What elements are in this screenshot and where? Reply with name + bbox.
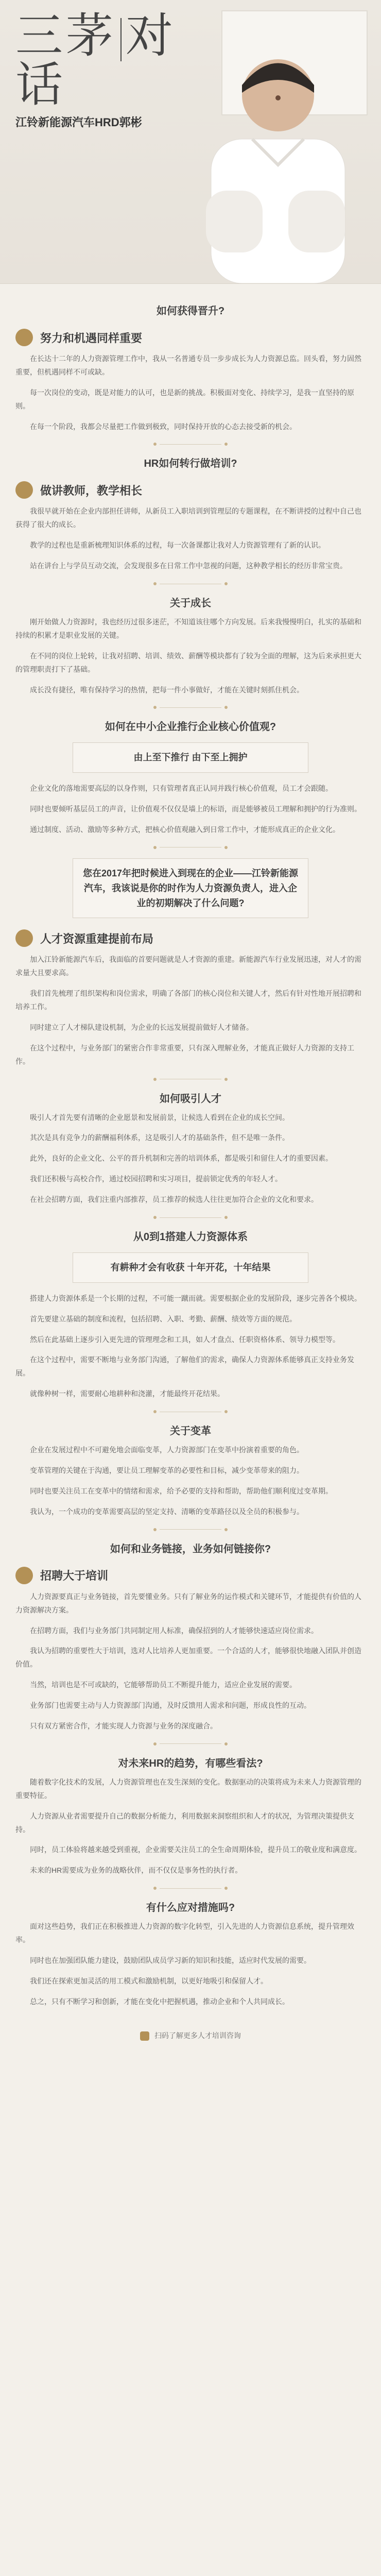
paragraph: 总之，只有不断学习和创新，才能在变化中把握机遇，推动企业和个人共同成长。 [30, 1997, 289, 2006]
paragraph: 人力资源从业者需要提升自己的数据分析能力，利用数据来洞察组织和人才的状况，为管理决策提供支持。 [15, 1811, 354, 1834]
divider-dot-icon [224, 706, 228, 709]
hero-banner [0, 0, 381, 284]
section-9 [15, 1540, 366, 1733]
divider-line [160, 1529, 221, 1530]
divider-dot-icon [153, 1887, 157, 1890]
bullet-dot-icon [15, 329, 33, 346]
bullet-dot-icon [15, 929, 33, 947]
divider-dot-icon [224, 1410, 228, 1413]
paragraph: 成长没有捷径，唯有保持学习的热情，把每一件小事做好，才能在关键时刻抓住机会。 [30, 685, 304, 694]
divider-line [160, 707, 221, 708]
paragraph: 同时也要关注员工在变革中的情绪和需求，给予必要的支持和帮助，帮助他们顺利度过变革期。 [30, 1486, 333, 1495]
paragraph: 每一次岗位的变动，既是对能力的认可，也是新的挑战。积极面对变化、持续学习，是我一直坚持的原则。 [15, 388, 354, 410]
section-11 [15, 1899, 366, 2008]
paragraph: 其次是具有竞争力的薪酬福利体系，这是吸引人才的基础条件，但不是唯一条件。 [30, 1133, 289, 1142]
paragraph: 人力资源要真正与业务链接，首先要懂业务。只有了解业务的运作模式和关键环节，才能提供有价值的人力资源解决方案。 [15, 1592, 361, 1614]
content [0, 284, 381, 2055]
section-2 [15, 455, 366, 573]
section-divider [15, 1410, 366, 1413]
section-heading [15, 929, 366, 947]
divider-dot-icon [224, 1078, 228, 1081]
divider-dot-icon [153, 846, 157, 849]
divider-dot-icon [224, 582, 228, 585]
paragraph: 当然，培训也是不可或缺的，它能够帮助员工不断提升能力，适应企业发展的需要。 [30, 1681, 297, 1689]
paragraph: 吸引人才首先要有清晰的企业愿景和发展前景，让候选人看到在企业的成长空间。 [30, 1113, 289, 1122]
paragraph: 面对这些趋势，我们正在积极推进人力资源的数字化转型，引入先进的人力资源信息系统，提升管理效率。 [15, 1922, 354, 1944]
section-10 [15, 1755, 366, 1877]
paragraph: 加入江铃新能源汽车后，我面临的首要问题就是人才资源的重建。新能源汽车行业发展迅速，对人才的需求量大且要求高。 [15, 955, 361, 977]
highlight-box [73, 1252, 308, 1283]
section-heading [15, 481, 366, 499]
section-divider [15, 582, 366, 585]
divider-dot-icon [153, 443, 157, 446]
section-divider [15, 1078, 366, 1081]
paragraph: 在长达十二年的人力资源管理工作中，我从一名普通专员一步步成长为人力资源总监。回头看，努力固然重要，但机遇同样不可或缺。 [15, 354, 361, 376]
bullet-dot-icon [15, 481, 33, 499]
person-photo [175, 36, 360, 283]
section-divider [15, 443, 366, 446]
section-4 [15, 718, 366, 836]
section-divider [15, 706, 366, 709]
question-title: 如何吸引人才 [160, 1093, 221, 1105]
paragraph: 我认为招聘的重要性大于培训，选对人比培养人更加重要。一个合适的人才，能够很快地融入团队并创造价值。 [15, 1647, 361, 1669]
hero-title-separator [120, 18, 122, 61]
paragraph: 就像种树一样，需要耐心地耕种和浇灌，才能最终开花结果。 [30, 1389, 224, 1398]
footer-text: 扫码了解更多人才培训咨询 [154, 2031, 241, 2040]
divider-line [160, 1217, 221, 1218]
paragraph: 我们还在探索更加灵活的用工模式和激励机制，以更好地吸引和保留人才。 [30, 1976, 268, 1985]
question-box [73, 858, 308, 918]
hero-title-right: 对话 [15, 8, 177, 113]
section-divider [15, 1528, 366, 1531]
paragraph: 我很早就开始在企业内部担任讲师，从新员工入职培训到管理层的专题课程，在不断讲授的过程中自己也获得了很大的成长。 [15, 507, 361, 529]
paragraph: 同时也在加强团队能力建设，鼓励团队成员学习新的知识和技能，适应时代发展的需要。 [30, 1956, 311, 1964]
hero-title-left: 三茅 [15, 8, 117, 63]
paragraph: 在不同的岗位上轮转，让我对招聘、培训、绩效、薪酬等模块都有了较为全面的理解，这为后来承担更大的管理职责打下了基础。 [15, 651, 361, 673]
divider-dot-icon [224, 1528, 228, 1531]
paragraph: 首先要建立基础的制度和流程，包括招聘、入职、考勤、薪酬、绩效等方面的规范。 [30, 1314, 297, 1323]
paragraph: 我认为，一个成功的变革需要高层的坚定支持、清晰的变革路径以及全员的积极参与。 [30, 1507, 304, 1516]
paragraph: 业务部门也需要主动与人力资源部门沟通，及时反馈用人需求和问题，形成良性的互动。 [30, 1701, 311, 1710]
divider-dot-icon [224, 443, 228, 446]
paragraph: 站在讲台上与学员互动交流，会发现很多在日常工作中忽视的问题，这种教学相长的经历非常宝贵。 [30, 562, 347, 570]
section-heading-text: 人才资源重建提前布局 [40, 932, 154, 945]
section-5 [15, 858, 366, 1069]
highlight-box [73, 742, 308, 773]
question-title: HR如何转行做培训? [144, 458, 237, 470]
section-1 [15, 302, 366, 433]
paragraph: 同时也要倾听基层员工的声音，让价值观不仅仅是墙上的标语，而是能够被员工理解和拥护的行为准则。 [30, 805, 361, 814]
paragraph: 只有双方紧密合作，才能实现人力资源与业务的深度融合。 [30, 1721, 217, 1730]
question-title: 关于成长 [170, 598, 211, 609]
divider-dot-icon [153, 582, 157, 585]
paragraph: 搭建人力资源体系是一个长期的过程，不可能一蹴而就。需要根据企业的发展阶段，逐步完善各个模块。 [30, 1294, 361, 1302]
bullet-dot-icon [15, 1567, 33, 1584]
section-divider [15, 1216, 366, 1219]
divider-dot-icon [224, 1216, 228, 1219]
paragraph: 在这个过程中，需要不断地与业务部门沟通，了解他们的需求，确保人力资源体系能够真正支持业务发展。 [15, 1355, 354, 1378]
divider-dot-icon [153, 1528, 157, 1531]
section-heading [15, 1567, 366, 1584]
highlight-text: 有耕种才会有收获 十年开花，十年结果 [110, 1262, 271, 1273]
paragraph: 同时，员工体验将越来越受到重视，企业需要关注员工的全生命周期体验，提升员工的敬业度和满意度。 [30, 1845, 361, 1854]
divider-dot-icon [224, 1742, 228, 1745]
question-title: 如何和业务链接，业务如何链接你? [110, 1543, 271, 1555]
question-title: 如何在中小企业推行企业核心价值观? [105, 721, 276, 733]
divider-dot-icon [153, 1742, 157, 1745]
highlight-text: 由上至下推行 由下至上拥护 [133, 752, 248, 763]
section-7 [15, 1228, 366, 1401]
divider-dot-icon [153, 706, 157, 709]
paragraph: 在招聘方面，我们与业务部门共同制定用人标准，确保招到的人才能够快速适应岗位需求。 [30, 1626, 318, 1635]
section-divider [15, 1742, 366, 1745]
question-title: 如何获得晋升? [156, 306, 225, 317]
paragraph: 未来的HR需要成为业务的战略伙伴，而不仅仅是事务性的执行者。 [30, 1866, 243, 1875]
divider-dot-icon [153, 1216, 157, 1219]
paragraph: 此外，良好的企业文化、公平的晋升机制和完善的培训体系，都是吸引和留住人才的重要因素。 [30, 1154, 333, 1163]
paragraph: 在这个过程中，与业务部门的紧密合作非常重要，只有深入理解业务，才能真正做好人力资源的支持工作。 [15, 1043, 354, 1065]
section-heading-text: 努力和机遇同样重要 [40, 331, 143, 345]
paragraph: 在每一个阶段，我都会尽量把工作做到极致，同时保持开放的心态去接受新的机会。 [30, 422, 297, 431]
question-text: 您在2017年把时候进入到现在的企业——江铃新能源汽车，我该说是你的时作为人力资源负责人，进入企业的初期解决了什么问题? [82, 868, 299, 908]
paragraph: 同时建立了人才梯队建设机制，为企业的长远发展提前做好人才储备。 [30, 1023, 253, 1031]
question-title: 有什么应对措施吗? [146, 1902, 235, 1914]
question-title: 对未来HR的趋势，有哪些看法? [118, 1757, 263, 1769]
section-heading-text: 招聘大于培训 [40, 1569, 109, 1583]
question-title: 关于变革 [170, 1426, 211, 1437]
paragraph: 通过制度、活动、激励等多种方式，把核心价值观融入到日常工作中，才能形成真正的企业文化。 [30, 825, 340, 834]
section-divider [15, 1887, 366, 1890]
divider-dot-icon [224, 1887, 228, 1890]
logo-icon [140, 2031, 149, 2041]
paragraph: 企业文化的落地需要高层的以身作则，只有管理者真正认同并践行核心价值观，员工才会跟随。 [30, 784, 333, 793]
paragraph: 教学的过程也是重新梳理知识体系的过程，每一次备课都让我对人力资源管理有了新的认识。 [30, 541, 325, 550]
footer [15, 2021, 366, 2055]
divider-line [160, 1743, 221, 1744]
paragraph: 我们首先梳理了组织架构和岗位需求，明确了各部门的核心岗位和关键人才，然后有针对性地开展招聘和培养工作。 [15, 989, 361, 1011]
paragraph: 变革管理的关键在于沟通，要让员工理解变革的必要性和目标，减少变革带来的阻力。 [30, 1466, 304, 1475]
paragraph: 企业在发展过程中不可避免地会面临变革，人力资源部门在变革中扮演着重要的角色。 [30, 1446, 304, 1454]
divider-dot-icon [153, 1410, 157, 1413]
paragraph: 然后在此基础上逐步引入更先进的管理理念和工具，如人才盘点、任职资格体系、领导力模型等。 [30, 1335, 340, 1344]
section-8 [15, 1422, 366, 1519]
divider-line [160, 444, 221, 445]
section-heading-text: 做讲教师，教学相长 [40, 484, 143, 497]
divider-line [160, 1888, 221, 1889]
hero-title [15, 8, 185, 113]
divider-dot-icon [224, 846, 228, 849]
paragraph: 在社会招聘方面，我们注重内部推荐，员工推荐的候选人往往更加符合企业的文化和要求。 [30, 1195, 318, 1204]
section-divider [15, 846, 366, 849]
paragraph: 我们还积极与高校合作，通过校园招聘和实习项目，提前锁定优秀的年轻人才。 [30, 1175, 282, 1183]
question-title: 从0到1搭建人力资源体系 [133, 1231, 248, 1243]
section-3 [15, 595, 366, 697]
paragraph: 刚开始做人力资源时，我也经历过很多迷茫，不知道该往哪个方向发展。后来我慢慢明白，扎实的基础和持续的积累才是职业发展的关键。 [15, 618, 361, 639]
divider-line [160, 847, 221, 848]
hero-title-block [15, 8, 185, 130]
section-heading [15, 329, 366, 346]
hero-subtitle: 江铃新能源汽车HRD郭彬 [15, 116, 142, 129]
section-6 [15, 1090, 366, 1207]
paragraph: 随着数字化技术的发展，人力资源管理也在发生深刻的变化。数据驱动的决策将成为未来人力资源管理的重要特征。 [15, 1777, 361, 1800]
divider-dot-icon [153, 1078, 157, 1081]
